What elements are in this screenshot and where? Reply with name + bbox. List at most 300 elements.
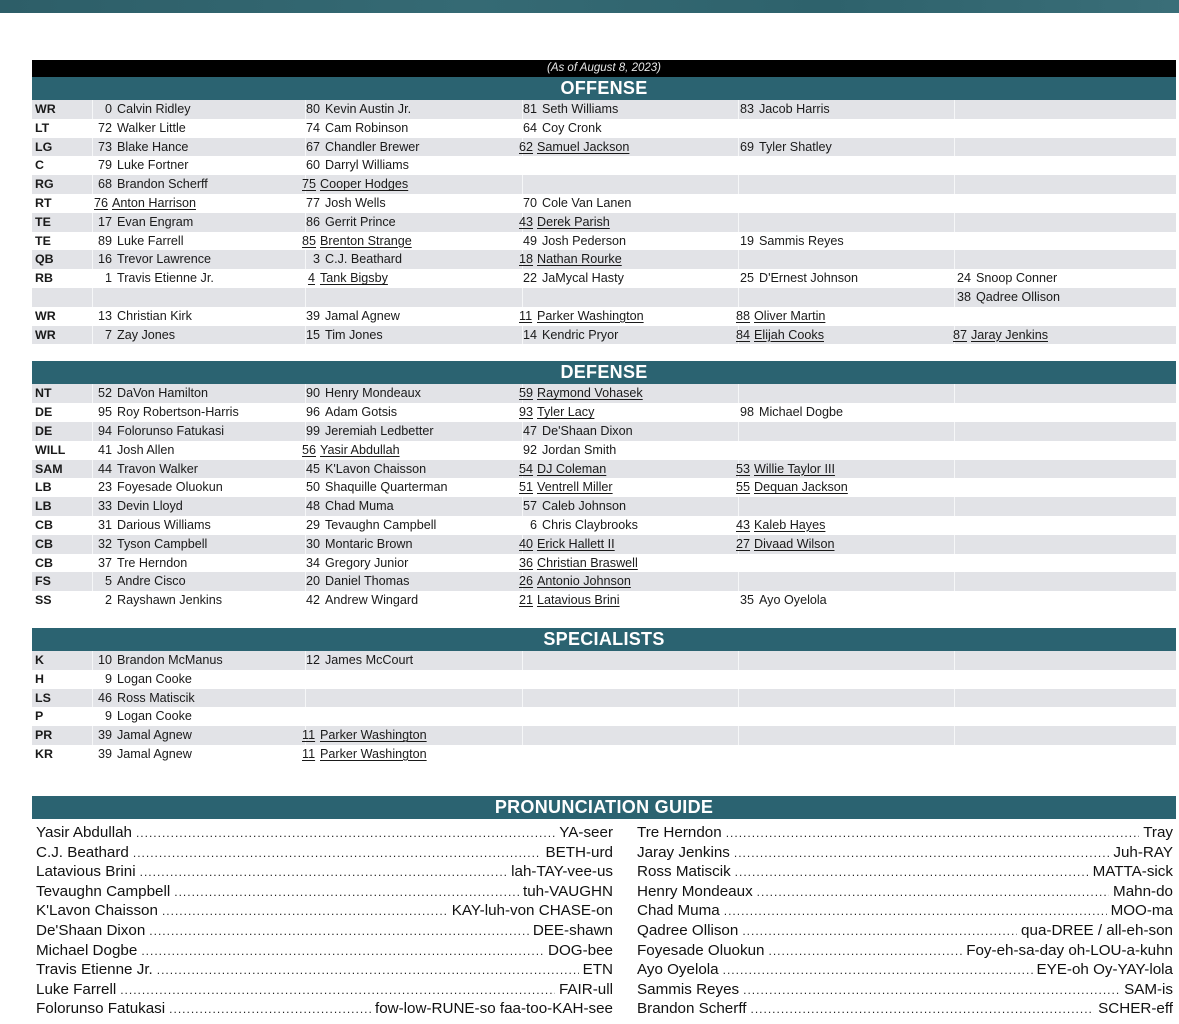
jersey-number: 44 <box>97 461 112 476</box>
pronunciation-entry <box>637 843 1173 863</box>
dot-leader <box>174 883 519 902</box>
player-name: Brenton Strange <box>320 233 412 248</box>
pronunciation-name: Qadree Ollison <box>637 921 739 939</box>
jersey-number: 68 <box>97 177 112 192</box>
column-divider <box>954 175 955 194</box>
dot-leader <box>735 863 1089 882</box>
player-entry <box>94 441 174 460</box>
jersey-number: 73 <box>97 139 112 154</box>
position-label: LB <box>35 480 52 495</box>
player-entry <box>953 326 1048 345</box>
as-of-date: (As of August 8, 2023) <box>32 60 1176 77</box>
column-divider <box>954 497 955 516</box>
column-divider <box>954 138 955 157</box>
player-name: Ayo Oyelola <box>759 593 827 608</box>
column-divider <box>92 422 93 441</box>
player-name: Chandler Brewer <box>325 139 420 154</box>
player-name: Gregory Junior <box>325 555 409 570</box>
jersey-number: 9 <box>104 671 112 686</box>
jersey-number: 22 <box>522 271 537 286</box>
section-title-offense: OFFENSE <box>32 77 1176 100</box>
roster-row <box>32 326 1176 345</box>
player-entry <box>519 572 631 591</box>
player-name: Willie Taylor III <box>754 461 835 476</box>
pronunciation-name: Ayo Oyelola <box>637 961 719 979</box>
player-entry <box>519 194 631 213</box>
player-entry <box>94 707 192 726</box>
position-label: RG <box>35 177 54 192</box>
pronunciation-name: De'Shaan Dixon <box>36 921 146 939</box>
pronunciation-name: Tre Herndon <box>637 824 722 841</box>
player-entry <box>736 403 843 422</box>
jersey-number: 50 <box>305 480 320 495</box>
pronunciation-name: Henry Mondeaux <box>637 882 753 900</box>
player-name: C.J. Beathard <box>325 252 403 267</box>
player-entry <box>519 554 638 573</box>
pronunciation-entry <box>36 960 613 980</box>
player-name: Chad Muma <box>325 499 394 514</box>
player-entry <box>94 213 193 232</box>
pronunciation-entry <box>36 901 613 921</box>
jersey-number: 90 <box>305 386 320 401</box>
position-label: H <box>35 671 44 686</box>
column-divider <box>954 100 955 119</box>
player-entry <box>94 745 192 764</box>
player-entry <box>302 100 411 119</box>
player-name: Raymond Vohasek <box>537 386 643 401</box>
column-divider <box>738 250 739 269</box>
jersey-number: 76 <box>94 195 109 210</box>
position-label: WR <box>35 308 56 323</box>
player-entry <box>302 307 400 326</box>
player-entry <box>302 726 427 745</box>
player-name: Tyson Campbell <box>117 536 208 551</box>
position-label: NT <box>35 386 52 401</box>
jersey-number: 23 <box>97 480 112 495</box>
pronunciation-name: Jaray Jenkins <box>637 843 730 861</box>
column-divider <box>738 572 739 591</box>
pronunciation-phonetic: EYE-oh Oy-YAY-lola <box>1036 961 1173 979</box>
player-name: Ross Matiscik <box>117 690 195 705</box>
player-name: Erick Hallett II <box>537 536 615 551</box>
pronunciation-name: K'Lavon Chaisson <box>36 902 158 920</box>
player-name: Calvin Ridley <box>117 102 191 116</box>
player-entry <box>736 326 824 345</box>
jersey-number: 43 <box>519 214 534 229</box>
jersey-number: 2 <box>104 593 112 608</box>
player-name: Andre Cisco <box>117 574 186 589</box>
player-entry <box>302 269 388 288</box>
pronunciation-phonetic: SAM-is <box>1124 980 1173 998</box>
player-entry <box>519 403 594 422</box>
pronunciation-name: Travis Etienne Jr. <box>36 961 153 979</box>
jersey-number: 20 <box>305 574 320 589</box>
player-name: Luke Farrell <box>117 233 184 248</box>
dot-leader <box>723 961 1033 980</box>
player-name: Oliver Martin <box>754 308 826 323</box>
player-name: Henry Mondeaux <box>325 386 421 401</box>
dot-leader <box>136 824 555 843</box>
player-name: Darryl Williams <box>325 158 409 173</box>
player-name: Cooper Hodges <box>320 177 409 192</box>
player-name: Parker Washington <box>537 308 644 323</box>
roster-row <box>32 156 1176 175</box>
jersey-number: 56 <box>302 442 317 457</box>
player-entry <box>302 175 408 194</box>
player-name: Samuel Jackson <box>537 139 630 154</box>
jersey-number: 32 <box>97 536 112 551</box>
player-name: Jaray Jenkins <box>971 327 1048 342</box>
column-divider <box>738 384 739 403</box>
player-name: DJ Coleman <box>537 461 607 476</box>
jersey-number: 36 <box>519 555 534 570</box>
pronunciation-name: Folorunso Fatukasi <box>36 1000 166 1018</box>
player-entry <box>302 554 408 573</box>
player-entry <box>94 554 187 573</box>
player-entry <box>94 138 188 157</box>
player-name: DaVon Hamilton <box>117 386 209 401</box>
roster-row <box>32 670 1176 689</box>
jersey-number: 54 <box>519 461 534 476</box>
player-name: Yasir Abdullah <box>320 442 400 457</box>
roster-row <box>32 460 1176 479</box>
player-name: Jeremiah Ledbetter <box>325 423 434 438</box>
position-label: LG <box>35 139 53 154</box>
pronunciation-name: Ross Matiscik <box>637 863 731 881</box>
jersey-number: 55 <box>736 480 751 495</box>
pronunciation-name: Tevaughn Campbell <box>36 882 171 900</box>
pronunciation-entry <box>637 960 1173 980</box>
pronunciation-entry <box>36 999 613 1019</box>
column-divider <box>92 689 93 708</box>
pronunciation-phonetic: KAY-luh-von CHASE-on <box>451 902 613 920</box>
roster-row <box>32 651 1176 670</box>
pronunciation-phonetic: BETH-urd <box>545 843 613 861</box>
jersey-number: 38 <box>956 289 971 304</box>
player-name: Jamal Agnew <box>117 746 192 761</box>
pronunciation-entry <box>637 882 1173 902</box>
column-divider <box>92 384 93 403</box>
jersey-number: 96 <box>305 405 320 420</box>
pronunciation-entry <box>637 823 1173 843</box>
player-entry <box>94 194 196 213</box>
player-name: Snoop Conner <box>976 271 1058 286</box>
player-entry <box>519 119 602 138</box>
jersey-number: 4 <box>307 271 315 286</box>
player-name: Anton Harrison <box>112 195 196 210</box>
roster-row <box>32 535 1176 554</box>
jersey-number: 74 <box>305 120 320 135</box>
jersey-number: 52 <box>97 386 112 401</box>
column-divider <box>92 651 93 670</box>
position-label: K <box>35 652 44 667</box>
player-entry <box>736 591 827 610</box>
roster-row <box>32 572 1176 591</box>
player-entry <box>302 213 396 232</box>
player-name: Andrew Wingard <box>325 593 419 608</box>
jersey-number: 26 <box>519 574 534 589</box>
jersey-number: 15 <box>305 327 320 342</box>
player-entry <box>302 384 421 403</box>
jersey-number: 47 <box>522 423 537 438</box>
player-name: Luke Fortner <box>117 158 189 173</box>
column-divider <box>954 250 955 269</box>
player-name: Nathan Rourke <box>537 252 622 267</box>
column-divider <box>954 535 955 554</box>
position-label: P <box>35 709 44 724</box>
position-label: KR <box>35 746 53 761</box>
player-entry <box>736 269 858 288</box>
column-divider <box>738 726 739 745</box>
player-name: Sammis Reyes <box>759 233 844 248</box>
player-name: Roy Robertson-Harris <box>117 405 239 420</box>
jersey-number: 94 <box>97 423 112 438</box>
player-entry <box>302 572 409 591</box>
player-entry <box>94 232 184 251</box>
player-entry <box>94 651 223 670</box>
pronunciation-name: Sammis Reyes <box>637 980 740 998</box>
pronunciation-phonetic: FAIR-ull <box>558 980 613 998</box>
jersey-number: 31 <box>97 517 112 532</box>
player-name: Adam Gotsis <box>325 405 398 420</box>
player-entry <box>94 403 239 422</box>
pronunciation-name: Yasir Abdullah <box>36 824 132 841</box>
section-title-pronunciation: PRONUNCIATION GUIDE <box>32 796 1176 819</box>
jersey-number: 89 <box>97 233 112 248</box>
player-entry <box>94 689 195 708</box>
roster-row <box>32 591 1176 610</box>
position-label: TE <box>35 233 51 248</box>
roster-row <box>32 554 1176 573</box>
player-entry <box>302 478 448 497</box>
column-divider <box>522 175 523 194</box>
pronunciation-phonetic: ETN <box>582 961 613 979</box>
player-name: Folorunso Fatukasi <box>117 423 225 438</box>
position-label: DE <box>35 423 53 438</box>
player-entry <box>302 138 420 157</box>
pronunciation-entry <box>36 921 613 941</box>
player-entry <box>302 156 409 175</box>
jersey-number: 49 <box>522 233 537 248</box>
jersey-number: 9 <box>104 709 112 724</box>
jersey-number: 77 <box>305 195 320 210</box>
player-entry <box>302 651 413 670</box>
player-name: Cam Robinson <box>325 120 409 135</box>
column-divider <box>92 535 93 554</box>
position-label: TE <box>35 214 51 229</box>
player-name: Evan Engram <box>117 214 194 229</box>
pronunciation-phonetic: Juh-RAY <box>1113 843 1173 861</box>
player-name: Zay Jones <box>117 327 176 342</box>
position-label: RT <box>35 195 52 210</box>
player-entry <box>302 326 383 345</box>
player-entry <box>736 516 825 535</box>
pronunciation-phonetic: fow-low-RUNE-so faa-too-KAH-see <box>374 1000 613 1018</box>
jersey-number: 53 <box>736 461 751 476</box>
player-name: Divaad Wilson <box>754 536 835 551</box>
player-name: Caleb Johnson <box>542 499 627 514</box>
jersey-number: 51 <box>519 480 534 495</box>
player-name: Travon Walker <box>117 461 198 476</box>
jersey-number: 99 <box>305 423 320 438</box>
column-divider <box>738 651 739 670</box>
player-name: Latavious Brini <box>537 593 620 608</box>
jersey-number: 83 <box>739 102 754 116</box>
player-name: Dequan Jackson <box>754 480 848 495</box>
dot-leader <box>742 922 1017 941</box>
player-name: Seth Williams <box>542 102 619 116</box>
jersey-number: 64 <box>522 120 537 135</box>
player-entry <box>302 250 402 269</box>
jersey-number: 87 <box>953 327 968 342</box>
jersey-number: 80 <box>305 102 320 116</box>
specialists-table <box>32 651 1176 764</box>
pronunciation-phonetic: lah-TAY-vee-us <box>511 863 613 881</box>
pronunciation-entry <box>637 999 1173 1019</box>
jersey-number: 62 <box>519 139 534 154</box>
jersey-number: 93 <box>519 405 534 420</box>
roster-row <box>32 422 1176 441</box>
pronunciation-entry <box>36 941 613 961</box>
jersey-number: 17 <box>97 214 112 229</box>
position-label: SAM <box>35 461 63 476</box>
player-name: Montaric Brown <box>325 536 413 551</box>
player-name: Kevin Austin Jr. <box>325 102 412 116</box>
player-name: Chris Claybrooks <box>542 517 638 532</box>
jersey-number: 59 <box>519 386 534 401</box>
player-name: Jamal Agnew <box>325 308 400 323</box>
player-entry <box>94 384 208 403</box>
jersey-number: 48 <box>305 499 320 514</box>
jersey-number: 29 <box>305 517 320 532</box>
pronunciation-phonetic: MOO-ma <box>1110 902 1173 920</box>
player-name: Parker Washington <box>320 746 427 761</box>
jersey-number: 11 <box>302 728 316 743</box>
jersey-number: 70 <box>522 195 537 210</box>
section-title-specialists: SPECIALISTS <box>32 628 1176 651</box>
pronunciation-phonetic: Mahn-do <box>1113 882 1173 900</box>
player-entry <box>94 119 186 138</box>
column-divider <box>738 689 739 708</box>
player-entry <box>519 232 626 251</box>
jersey-number: 95 <box>97 405 112 420</box>
player-name: Ventrell Miller <box>537 480 613 495</box>
player-name: Tyler Lacy <box>537 405 595 420</box>
position-label: FS <box>35 574 51 589</box>
position-label: QB <box>35 252 54 267</box>
position-label: LS <box>35 690 51 705</box>
player-entry <box>519 100 618 119</box>
jersey-number: 81 <box>522 102 537 116</box>
jersey-number: 7 <box>104 327 112 342</box>
pronunciation-entry <box>637 921 1173 941</box>
player-name: Coy Cronk <box>542 120 602 135</box>
position-label: SS <box>35 593 52 608</box>
pronunciation-left-column <box>36 823 613 1019</box>
player-name: Logan Cooke <box>117 671 192 686</box>
pronunciation-entry <box>637 980 1173 1000</box>
jersey-number: 30 <box>305 536 320 551</box>
pronunciation-phonetic: qua-DREE / all-eh-son <box>1021 921 1173 939</box>
player-name: Kendric Pryor <box>542 327 619 342</box>
roster-row <box>32 516 1176 535</box>
position-label: C <box>35 158 44 173</box>
position-label: LT <box>35 120 50 135</box>
column-divider <box>92 497 93 516</box>
jersey-number: 19 <box>739 233 754 248</box>
pronunciation-entry <box>637 901 1173 921</box>
dot-leader <box>724 902 1107 921</box>
player-name: Darious Williams <box>117 517 211 532</box>
player-entry <box>519 138 629 157</box>
player-entry <box>519 535 615 554</box>
player-entry <box>519 478 613 497</box>
player-name: Jordan Smith <box>542 442 617 457</box>
jersey-number: 18 <box>519 252 534 267</box>
column-divider <box>522 651 523 670</box>
jersey-number: 37 <box>97 555 112 570</box>
player-name: Tevaughn Campbell <box>325 517 437 532</box>
pronunciation-entry <box>637 941 1173 961</box>
section-title-defense: DEFENSE <box>32 361 1176 384</box>
jersey-number: 11 <box>519 308 533 323</box>
player-entry <box>94 460 198 479</box>
player-name: Josh Allen <box>117 442 175 457</box>
jersey-number: 69 <box>739 139 754 154</box>
player-name: K'Lavon Chaisson <box>325 461 427 476</box>
player-entry <box>519 422 633 441</box>
player-entry <box>519 591 620 610</box>
column-divider <box>92 250 93 269</box>
player-entry <box>94 535 207 554</box>
player-entry <box>302 516 436 535</box>
pronunciation-name: Michael Dogbe <box>36 941 138 959</box>
player-entry <box>519 269 624 288</box>
column-divider <box>522 288 523 307</box>
player-name: Josh Wells <box>325 195 386 210</box>
pronunciation-name: C.J. Beathard <box>36 843 129 861</box>
roster-row <box>32 707 1176 726</box>
jersey-number: 1 <box>104 271 112 286</box>
jersey-number: 12 <box>305 652 320 667</box>
player-entry <box>94 726 192 745</box>
column-divider <box>92 213 93 232</box>
player-name: Jamal Agnew <box>117 728 192 743</box>
player-entry <box>302 422 434 441</box>
dot-leader <box>157 961 579 980</box>
pronunciation-name: Luke Farrell <box>36 980 117 998</box>
pronunciation-entry <box>36 843 613 863</box>
position-label: CB <box>35 555 53 570</box>
column-divider <box>522 726 523 745</box>
roster-row <box>32 726 1176 745</box>
pronunciation-name: Foyesade Oluokun <box>637 941 765 959</box>
player-entry <box>94 591 222 610</box>
pronunciation-phonetic: DOG-bee <box>548 941 613 959</box>
player-name: Brandon Scherff <box>117 177 208 192</box>
player-name: Trevor Lawrence <box>117 252 212 267</box>
roster-row <box>32 213 1176 232</box>
roster-row <box>32 497 1176 516</box>
roster-row <box>32 232 1176 251</box>
jersey-number: 39 <box>97 746 112 761</box>
jersey-number: 45 <box>305 461 320 476</box>
defense-table <box>32 384 1176 610</box>
column-divider <box>305 689 306 708</box>
jersey-number: 84 <box>736 327 751 342</box>
jersey-number: 24 <box>956 271 971 286</box>
jersey-number: 43 <box>736 517 751 532</box>
